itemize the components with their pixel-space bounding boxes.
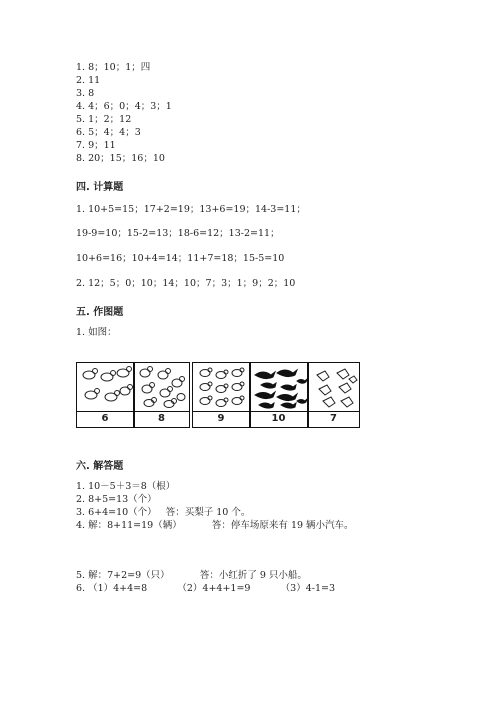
solution-line-5: 5. 解：7+2=9（只） 答：小红折了 9 只小船。 [76, 570, 307, 581]
figure-label-9: 9 [217, 413, 225, 424]
figure-divider-left [133, 363, 135, 411]
answer-line-8: 8. 20；15；16；10 [76, 153, 165, 164]
answer-line-5: 5. 1；2；12 [76, 114, 132, 125]
solution-line-2: 2. 8+5=13（个） [76, 494, 157, 505]
solution-line-1: 1. 10－5＋3＝8（根） [76, 481, 176, 492]
answer-line-2: 2. 11 [76, 75, 101, 86]
drawing-item-1: 1. 如图： [76, 327, 117, 338]
solution-line-4: 4. 解：8+11=19（辆） 答：停车场原来有 19 辆小汽车。 [76, 520, 354, 531]
section-heading-word-problems: 六. 解答题 [76, 461, 124, 472]
figure-box-left [76, 362, 190, 428]
figure-label-10: 10 [271, 413, 286, 424]
figure-box-right [192, 362, 360, 428]
calc-line-3: 10+6=16；10+4=14；11+7=18；15-5=10 [76, 253, 285, 264]
section-heading-drawing: 五. 作图题 [76, 307, 124, 318]
figure-divider-right-2 [307, 363, 309, 411]
answer-line-4: 4. 4；6；0；4；3；1 [76, 101, 172, 112]
answer-line-7: 7. 9；11 [76, 140, 116, 151]
figure-label-6: 6 [101, 413, 109, 424]
section-heading-calculation: 四. 计算题 [76, 182, 124, 193]
figure-label-row-left [77, 411, 189, 428]
figure-divider-right-1 [249, 363, 251, 411]
figure-label-row-right [193, 411, 359, 428]
calc-line-4: 2. 12；5；0；10；14；10；7；3；1；9；2；10 [76, 278, 296, 289]
solution-line-3: 3. 6+4=10（个） 答：买梨子 10 个。 [76, 507, 251, 518]
calc-line-1: 1. 10+5=15；17+2=19；13+6=19；14-3=11； [76, 204, 306, 215]
solution-line-6: 6. （1）4+4=8 （2）4+4+1=9 （3）4-1=3 [76, 583, 336, 594]
answer-line-6: 6. 5；4；4；3 [76, 127, 141, 138]
figure-label-7: 7 [330, 413, 337, 424]
calc-line-2: 19-9=10；15-2=13；18-6=12；13-2=11； [76, 228, 280, 239]
birds-illustration-right [193, 363, 359, 411]
figure-label-8: 8 [158, 413, 165, 424]
answer-line-3: 3. 8 [76, 88, 95, 99]
answer-line-1: 1. 8；10；1；四 [76, 62, 151, 73]
